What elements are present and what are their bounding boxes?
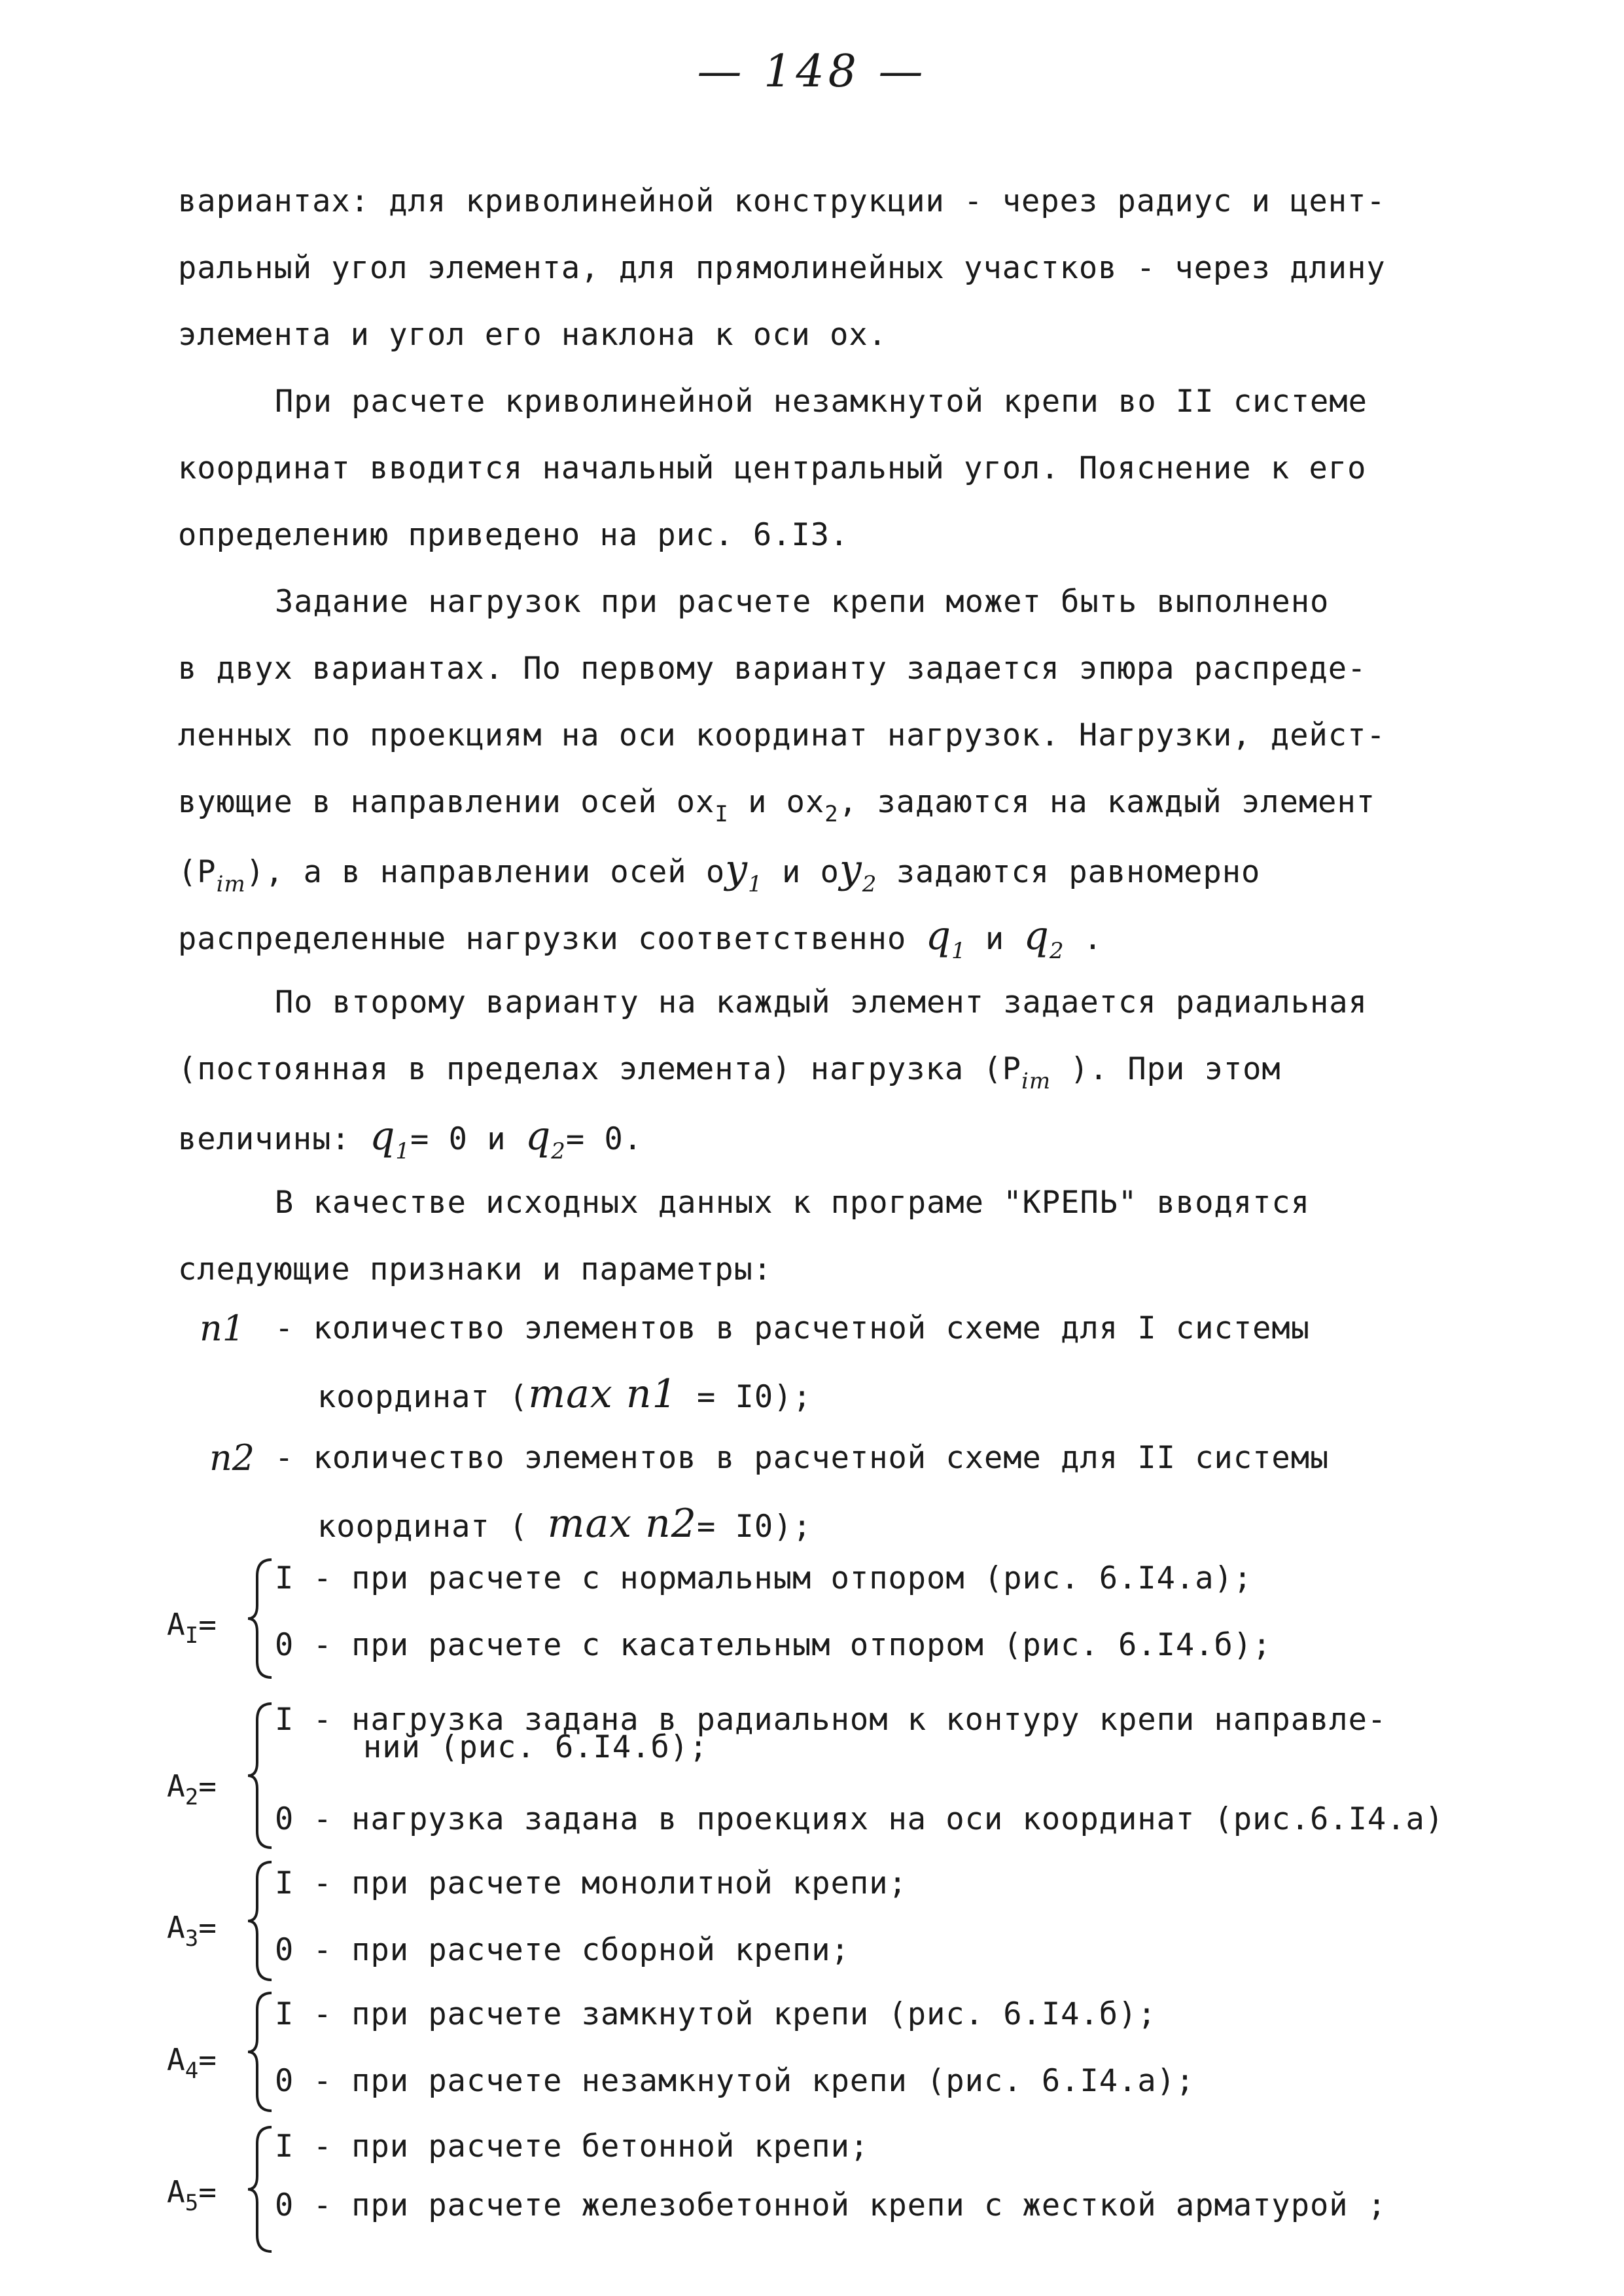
flag-a1-option-1: I - при расчете с нормальным отпором (рис. 6.I4.а); [275,1560,1253,1596]
flag-name: A [167,1910,185,1945]
flag-subscript: 4 [185,2058,199,2084]
subscript: 1 [748,871,763,897]
text-segment: = 0. [565,1121,643,1157]
paragraph-4-line-1: По второму варианту на каждый элемент задается радиальная [275,984,1368,1020]
flag-a3-option-1: I - при расчете монолитной крепи; [275,1865,908,1901]
flag-eq: = [198,2174,217,2210]
flag-name: A [167,1607,185,1642]
param-n2-line-1: - количество элементов в расчетной схеме для II системы [275,1440,1330,1476]
flag-a3-label [167,1910,217,1952]
text-segment: = I0); [677,1379,812,1415]
brace-a4 [245,1990,278,2114]
brace-a1 [245,1556,278,1681]
symbol-q: q [369,1113,396,1159]
symbol-y: y [725,846,749,892]
param-n1-line-1: - количество элементов в расчетной схеме для I системы [275,1310,1311,1346]
flag-a1-option-0: 0 - при расчете с касательным отпором (рис. 6.I4.б); [275,1627,1272,1663]
flag-a2-label [167,1768,217,1810]
flag-subscript: 2 [185,1784,199,1810]
flag-eq: = [198,2042,217,2077]
text-segment: распределенные нагрузки соответственно [178,921,926,957]
paragraph-3-line-1: Задание нагрузок при расчете крепи может быть выполнено [275,584,1330,620]
param-n1-symbol: n1 [200,1308,245,1349]
flag-name: A [167,2042,185,2077]
text-segment: координат ( [317,1379,529,1415]
text-segment: ), а в направлении осей о [245,854,726,890]
paragraph-3-line-6 [178,913,1103,971]
flag-name: A [167,2174,185,2210]
text-segment: величины: [178,1121,370,1157]
paragraph-2-line-1: При расчете криволинейной незамкнутой крепи во II системе [275,384,1368,420]
flag-subscript: 5 [185,2190,199,2216]
flag-subscript: 3 [185,1926,199,1952]
text-segment: вующие в направлении осей ох [178,784,715,820]
subscript: 2 [862,871,877,897]
max-n1: max n1 [528,1371,678,1417]
brace-a3 [245,1859,278,1983]
subscript: 2 [824,801,839,827]
subscript: 2 [551,1138,566,1164]
flag-eq: = [198,1910,217,1945]
text-segment: задаются равномерно [877,854,1261,890]
param-n1-line-2 [317,1371,812,1417]
paragraph-3-line-3: ленных по проекциям на оси координат нагрузок. Нагрузки, дейст- [178,717,1386,753]
paragraph-3-line-2: в двух вариантах. По первому варианту задается эпюра распреде- [178,651,1367,687]
symbol-q: q [525,1113,552,1159]
subscript: 1 [395,1138,411,1164]
text-segment: . [1064,921,1103,957]
paragraph-1-line-3: элемента и угол его наклона к оси ох. [178,317,887,353]
paragraph-3-line-5 [178,846,1261,904]
text-segment: (постоянная в пределах элемента) нагрузка (P [178,1051,1022,1087]
paragraph-4-line-2 [178,1050,1281,1101]
param-n2-line-2 [317,1501,812,1547]
flag-subscript: I [185,1623,199,1649]
flag-a2-option-1-line-2: ний (рис. 6.I4.б); [363,1729,709,1765]
flag-a5-label [167,2174,217,2216]
flag-name: A [167,1768,185,1804]
flag-a2-option-1-line-1: I - нагрузка задана в радиальном к контуру крепи направле- [275,1702,1387,1738]
paragraph-1-line-1: вариантах: для криволинейной конструкции - через радиус и цент- [178,183,1386,219]
flag-a3-option-0: 0 - при расчете сборной крепи; [275,1932,850,1968]
paragraph-3-line-4 [178,783,1375,834]
text-segment: и о [762,854,839,890]
paragraph-2-line-3: определению приведено на рис. 6.I3. [178,517,849,553]
flag-a4-option-1: I - при расчете замкнутой крепи (рис. 6.I4.б); [275,1996,1157,2032]
page-number: — 148 — [697,46,927,98]
flag-a2-option-0: 0 - нагрузка задана в проекциях на оси координат (рис.6.I4.а) [275,1801,1445,1837]
flag-a5-option-0: 0 - при расчете железобетонной крепи с жесткой арматурой ; [275,2187,1387,2223]
text-segment: и ох [728,784,825,820]
subscript: I [715,801,729,827]
symbol-y: y [839,846,862,892]
subscript-im: im [216,871,246,897]
paragraph-5-line-1: В качестве исходных данных к програме "КРЕПЬ" вводятся [275,1185,1311,1221]
paragraph-5-line-2: следующие признаки и параметры: [178,1251,773,1287]
flag-a1-label [167,1607,217,1649]
paragraph-2-line-2: координат вводится начальный центральный угол. Пояснение к его [178,450,1367,486]
subscript-im: im [1021,1068,1051,1094]
symbol-q: q [1023,913,1050,959]
max-n2: max n2 [547,1501,697,1547]
text-segment: , задаются на каждый элемент [838,784,1376,820]
text-segment: = 0 и [410,1121,525,1157]
text-segment: (P [178,854,217,890]
param-n2-symbol: n2 [209,1437,255,1479]
text-segment: ). При этом [1051,1051,1281,1087]
flag-eq: = [198,1607,217,1642]
flag-a4-option-0: 0 - при расчете незамкнутой крепи (рис. 6.I4.а); [275,2063,1195,2099]
text-segment: = I0); [696,1509,812,1545]
subscript: 2 [1049,938,1065,964]
flag-eq: = [198,1768,217,1804]
flag-a5-option-1: I - при расчете бетонной крепи; [275,2128,870,2164]
text-segment: координат ( [317,1509,548,1545]
symbol-q: q [925,913,951,959]
paragraph-4-line-3 [178,1113,643,1171]
brace-a5 [245,2124,278,2255]
flag-a4-label [167,2042,217,2084]
paragraph-1-line-2: ральный угол элемента, для прямолинейных участков - через длину [178,250,1386,286]
text-segment: и [966,921,1024,957]
brace-a2 [245,1700,278,1851]
subscript: 1 [951,938,966,964]
